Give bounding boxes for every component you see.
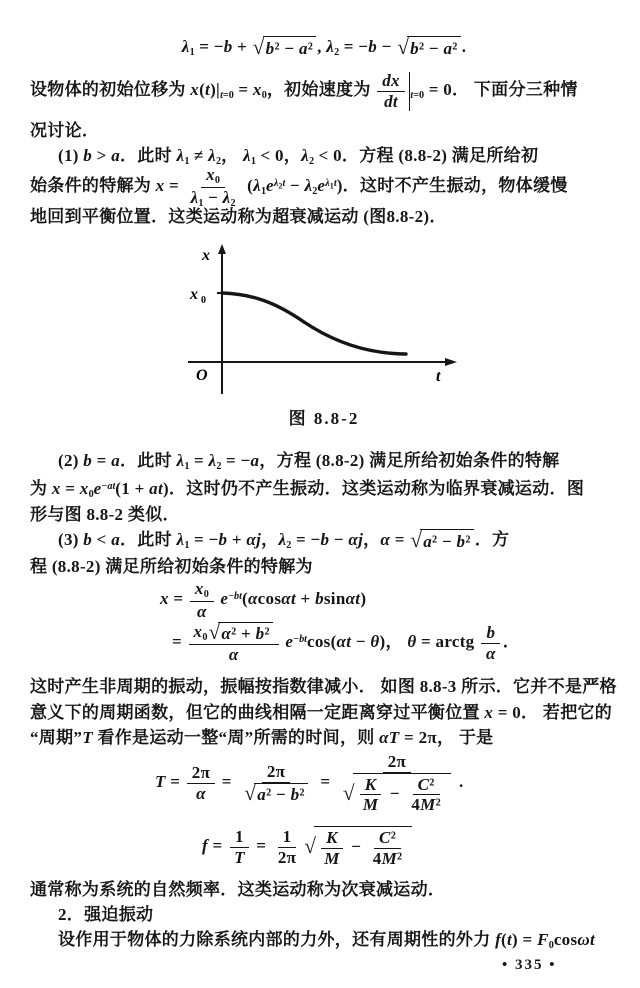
decay-curve-plot (180, 244, 470, 396)
figure-x-axis-arrow-icon (445, 358, 457, 366)
figure-x0-label-subscript: 0 (201, 295, 206, 306)
figure-8-8-2 (180, 244, 470, 396)
figure-caption: 图 8.8-2 (288, 409, 360, 428)
paragraph-initial-conditions-line1: 设物体的初始位移为 $x(t)|_{t=0} = x_0$，初始速度为 $\frac{dx}{dt}$ $_{t=0}$ = 0． 下面分三种情 (30, 71, 578, 111)
display-formula-x-solution-line1: x = $\frac{x_0}{\alpha}$ $e^{-bt}(\alpha\cos\alpha t + bsin\alpha t)$ (160, 579, 367, 621)
paragraph-forced-vibration-line1: 设作用于物体的力除系统内部的力外，还有周期性的外力 $f(t) = F_0\cos\omega t$ (58, 930, 596, 952)
figure-decay-curve (222, 293, 406, 354)
paragraph-case1-line2: 始条件的特解为 x = $\frac{x_0}{\lambda_1 - \lambda_2}$ $(\lambda_1e^{\lambda_2t} - \lambda_2e^{\lambda_1t})$．这时不产生振动，物体缓慢 (30, 165, 568, 209)
paragraph-case2-line2: 为 $x = x_0e^{-at}(1 + at)$．这时仍不产生振动．这类运动称为临界衰减运动．图 (30, 479, 585, 501)
display-formula-period-T: T = $\frac{2\pi}{\alpha}$ = 2π √ a² − b² = 2π √ $\frac{K}{M}$ − $\frac{\text{C²}}{\text{4M²}}$ . (155, 752, 464, 815)
paragraph-case1-line1: (1) b > a．此时 $\lambda_1 \ne \lambda_2$， $\lambda_1 < 0$，$\lambda_2 < 0$．方程 (8.8-2) 满足所给初 (58, 146, 539, 168)
paragraph-oscillation-line2: 意义下的周期函数，但它的曲线相隔一定距离穿过平衡位置 x = 0． 若把它的 (30, 703, 613, 722)
paragraph-oscillation-line1: 这时产生非周期的振动，振幅按指数律减小． 如图 8.8-3 所示．它并不是严格 (30, 677, 617, 696)
heading-forced-vibration: 2．强迫振动 (58, 905, 154, 924)
page-number: • 335 • (502, 957, 557, 973)
paragraph-case1-line3: 地回到平衡位置．这类运动称为超衰减运动 (图8.8-2)． (30, 207, 447, 226)
paragraph-case3-line2: 程 (8.8-2) 满足所给初始条件的特解为 (30, 557, 313, 576)
paragraph-case2-line3: 形与图 8.8-2 类似． (30, 505, 180, 524)
figure-y-axis-arrow-icon (218, 244, 226, 254)
paragraph-case3-line1: (3) b < a．此时 $\lambda_1 = -b + \alpha j$，$\lambda_2 = -b - \alpha j$，α = √ a² − b² ．方 (58, 528, 510, 553)
paragraph-case2-line1: (2) b = a．此时 $\lambda_1 = \lambda_2 = -a$，方程 (8.8-2) 满足所给初始条件的特解 (58, 451, 560, 473)
figure-origin-label: O (196, 367, 208, 384)
figure-x0-label: x (190, 286, 198, 303)
paragraph-natural-frequency: 通常称为系统的自然频率．这类运动称为次衰减运动． (30, 880, 446, 899)
display-formula-frequency-f: f = $\frac{1}{T}$ = $\frac{1}{2\pi}$ √ $\frac{K}{M}$ − $\frac{\text{C²}}{\text{4M²}}$ (202, 826, 618, 868)
figure-x-axis-label: t (436, 368, 441, 385)
display-formula-lambda: $\lambda_1 = -b$ + √ b² − a² , $\lambda_2 = -b$ − √ b² − a² . (181, 35, 467, 60)
paragraph-initial-conditions-line2: 况讨论． (30, 121, 100, 140)
paragraph-oscillation-line3: “周期”T 看作是运动一整“周”所需的时间，则 αT = 2π， 于是 (30, 728, 494, 747)
display-formula-x-solution-line2: = $x_0$ √ α² + b² α $e^{-bt}\cos(\alpha t - \theta)$， θ = arctg $\frac{b}{\alpha}$ ． (172, 620, 521, 664)
figure-y-axis-label: x (202, 247, 210, 264)
